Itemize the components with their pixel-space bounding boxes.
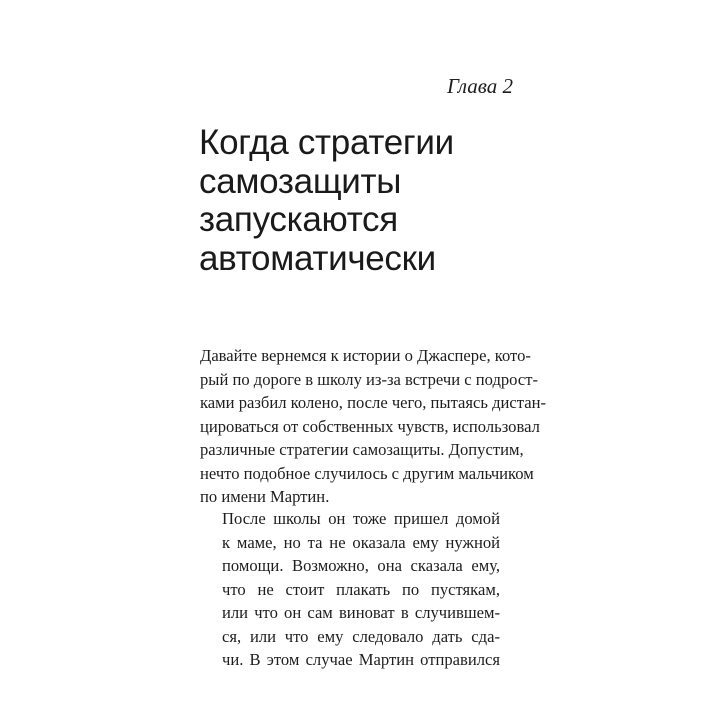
text-line: После школы он тоже пришел домой <box>222 509 500 528</box>
chapter-label: Глава 2 <box>447 74 513 98</box>
text-line: ся, или что ему следовало дать сда- <box>222 626 500 646</box>
text-line: к маме, но та не оказала ему нужной <box>222 532 500 552</box>
text-line: различные стратегии самозащиты. Допустим, <box>200 440 524 459</box>
text-line: нечто подобное случилось с другим мальчиком <box>200 463 534 483</box>
text-line: ками разбил колено, после чего, пытаясь дистан- <box>200 393 547 412</box>
chapter-title <box>199 124 454 278</box>
text-line: помощи. Возможно, она сказала ему, <box>222 556 500 575</box>
title-line: самозащиты <box>199 161 402 201</box>
text-line: что не стоит плакать по пустякам, <box>222 579 500 599</box>
title-line: Когда стратегии <box>199 123 454 162</box>
text-line: цироваться от собственных чувств, использовал <box>200 416 540 436</box>
indented-quote <box>222 507 500 672</box>
title-line: запускаются <box>199 200 398 239</box>
title-line: автоматически <box>199 238 436 278</box>
text-line: или что он сам виноват в случившем- <box>222 603 500 622</box>
text-line: по имени Мартин. <box>200 487 330 506</box>
text-line: рый по дороге в школу из-за встречи с подрост- <box>200 369 539 389</box>
body-paragraph <box>200 344 547 509</box>
text-line: Давайте вернемся к истории о Джаспере, кото- <box>200 346 531 365</box>
text-line: чи. В этом случае Мартин отправился <box>222 650 500 669</box>
